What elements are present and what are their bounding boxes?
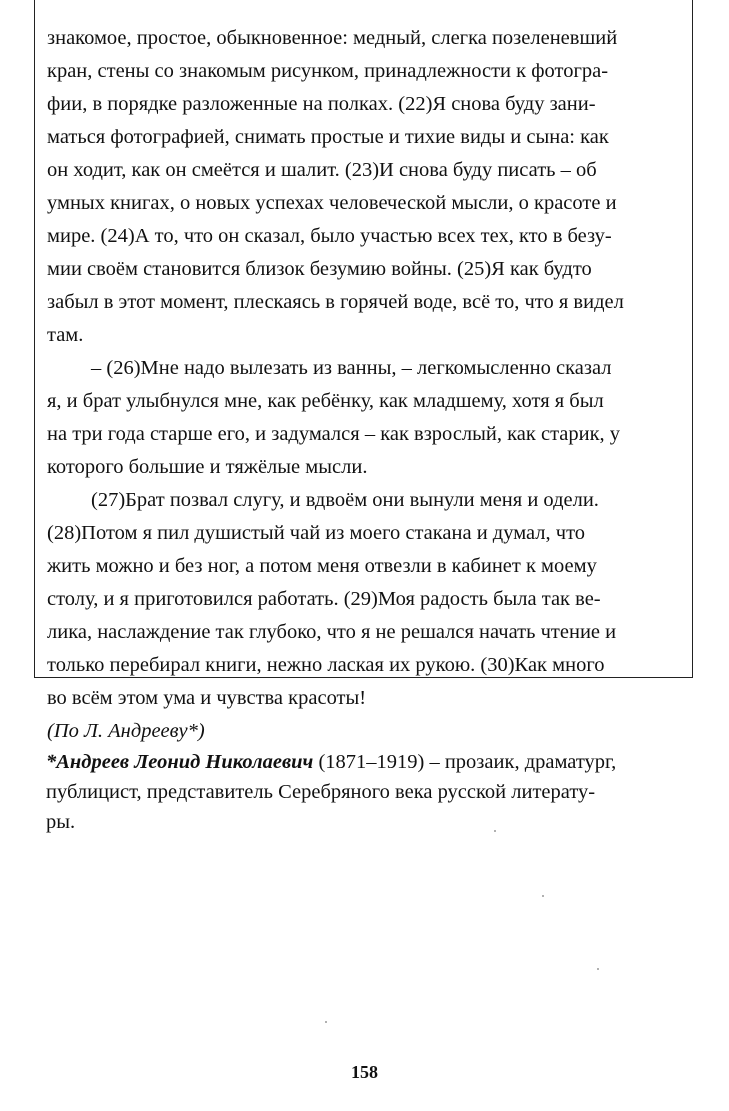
text-line: мире. (24)А то, что он сказал, было участью всех тех, кто в безу- <box>47 225 612 247</box>
text-line: (27)Брат позвал слугу, и вдвоём они вынули меня и одели. <box>91 489 599 511</box>
scan-speck <box>325 1021 327 1023</box>
text-line: лика, наслаждение так глубоко, что я не решался начать чтение и <box>47 621 617 643</box>
text-line: которого большие и тяжёлые мысли. <box>47 456 368 478</box>
footnote-line-3: ры. <box>46 811 76 833</box>
text-line: забыл в этот момент, плескаясь в горячей воде, всё то, что я видел <box>47 291 624 313</box>
text-line: он ходит, как он смеётся и шалит. (23)И снова буду писать – об <box>47 159 597 181</box>
text-line: там. <box>47 324 84 346</box>
text-line: кран, стены со знакомым рисунком, принадлежности к фотогра- <box>47 60 609 82</box>
text-line: жить можно и без ног, а потом меня отвезли в кабинет к моему <box>47 555 597 577</box>
text-line: умных книгах, о новых успехах человеческой мысли, о красоте и <box>47 192 617 214</box>
footnote-dates: (1871–1919) – прозаик, драматург, <box>313 751 617 773</box>
scan-speck <box>597 968 599 970</box>
text-line: – (26)Мне надо вылезать из ванны, – легкомысленно сказал <box>91 357 612 379</box>
text-line: на три года старше его, и задумался – как взрослый, как старик, у <box>47 423 621 445</box>
footnote-line-2: публицист, представитель Серебряного века русской литерату- <box>46 781 596 803</box>
text-line: (28)Потом я пил душистый чай из моего стакана и думал, что <box>47 522 586 544</box>
text-line: столу, и я приготовился работать. (29)Моя радость была так ве- <box>47 588 601 610</box>
footnote-author-name: *Андреев Леонид Николаевич <box>46 751 314 773</box>
scan-speck <box>494 830 496 832</box>
page-number: 158 <box>351 1062 378 1082</box>
attribution: (По Л. Андрееву*) <box>47 720 205 742</box>
text-line: мии своём становится близок безумию войны. (25)Я как будто <box>47 258 592 280</box>
text-line: во всём этом ума и чувства красоты! <box>47 687 367 709</box>
text-line: фии, в порядке разложенные на полках. (22)Я снова буду зани- <box>47 93 596 115</box>
text-line: знакомое, простое, обыкновенное: медный, слегка позеленевший <box>47 27 618 49</box>
text-line: маться фотографией, снимать простые и тихие виды и сына: как <box>47 126 609 148</box>
text-frame <box>34 0 693 742</box>
footnote-line-1 <box>46 752 616 773</box>
text-line: только перебирал книги, нежно лаская их рукою. (30)Как много <box>47 654 605 676</box>
scan-speck <box>542 895 544 897</box>
text-line: я, и брат улыбнулся мне, как ребёнку, как младшему, хотя я был <box>47 390 604 412</box>
